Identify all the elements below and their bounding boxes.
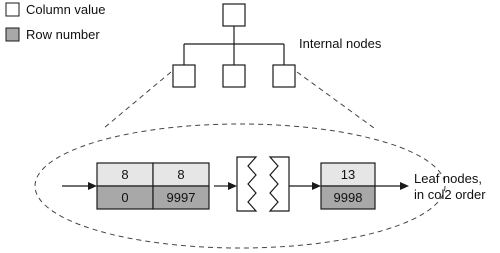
zoom-line-left [104, 72, 171, 128]
legend-swatch-column-value [6, 3, 19, 16]
arrow-mid-1-head [228, 182, 237, 190]
arrow-out-head [400, 182, 409, 190]
leaf-node-1-row-2: 9997 [166, 190, 196, 205]
leaf-nodes-label-line2: in col2 order [414, 187, 486, 202]
torn-edge-left [237, 157, 256, 211]
leaf-nodes-label-line1: Leaf nodes, [414, 171, 482, 186]
arrow-in-head [88, 182, 97, 190]
internal-node [223, 65, 245, 87]
leaf-level [62, 157, 409, 211]
legend [6, 2, 106, 42]
root-node [223, 4, 245, 26]
legend-swatch-row-number [6, 28, 19, 41]
internal-node [173, 65, 195, 87]
internal-nodes-label: Internal nodes [299, 36, 382, 51]
torn-edge-right [270, 157, 289, 211]
leaf-node-2-value-1: 13 [340, 167, 356, 182]
arrow-mid-2-head [312, 182, 321, 190]
internal-node [273, 65, 295, 87]
legend-label-column-value: Column value [26, 2, 106, 17]
elided-nodes [237, 157, 289, 211]
leaf-node-1-value-1: 8 [121, 167, 129, 182]
zoom-line-right [297, 72, 374, 128]
legend-label-row-number: Row number [26, 27, 100, 42]
leaf-node-1-value-2: 8 [177, 167, 185, 182]
internal-nodes-tree [173, 4, 295, 87]
leaf-node-2-row-1: 9998 [333, 190, 363, 205]
leaf-node-1-row-1: 0 [121, 190, 129, 205]
